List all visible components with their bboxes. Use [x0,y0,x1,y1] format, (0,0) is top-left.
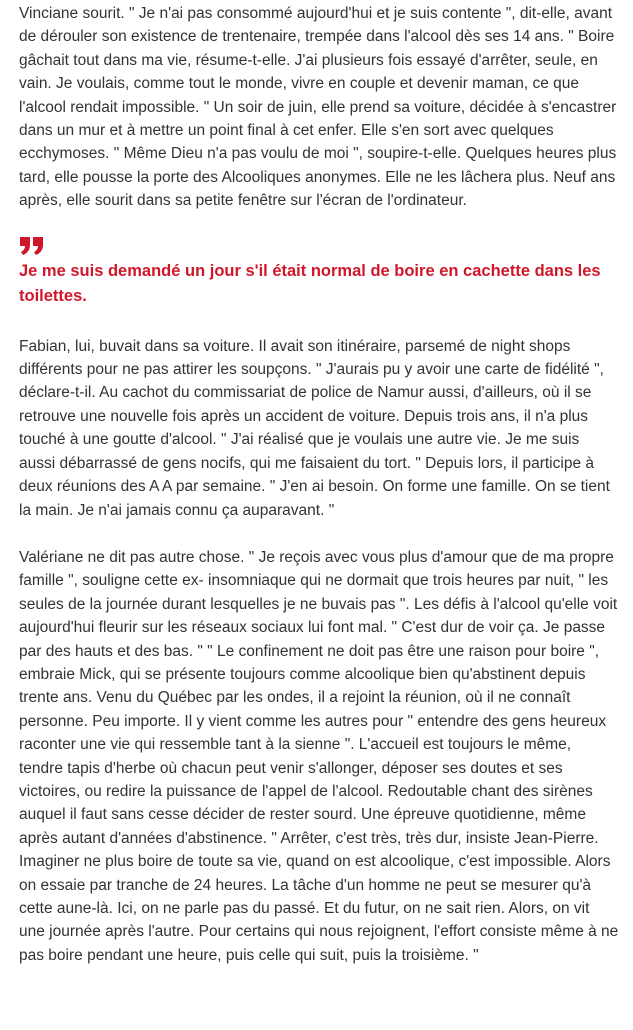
article-body [19,2,619,967]
article-paragraph: Vinciane sourit. " Je n'ai pas consommé aujourd'hui et je suis contente ", dit-elle, avant de dérouler son existence de trentenaire, trempée dans l'alcool dès ses 14 ans. " Boire gâchait tout dans ma vie, résume-t-elle. J'ai plusieurs fois essayé d'arrêter, seule, en vain. Je voulais, comme tout le monde, vivre en couple et devenir maman, ce que l'alcool rendait impossible. " Un soir de juin, elle prend sa voiture, décidée à s'encastrer dans un mur et à mettre un point final à cet enfer. Elle s'en sort avec quelques ecchymoses. " Même Dieu n'a pas voulu de moi ", soupire-t-elle. Quelques heures plus tard, elle pousse la porte des Alcooliques anonymes. Elle ne les lâchera plus. Neuf ans après, elle sourit dans sa petite fenêtre sur l'écran de l'ordinateur. [19,5,617,210]
article-paragraph: Fabian, lui, buvait dans sa voiture. Il avait son itinéraire, parsemé de night shops différents pour ne pas attirer les soupçons. " J'aurais pu y avoir une carte de fidélité ", déclare-t-il. Au cachot du commissariat de police de Namur aussi, d'ailleurs, où il se retrouve une nouvelle fois après un accident de voiture. Depuis trois ans, il n'a plus touché à une goutte d'alcool. " J'ai réalisé que je voulais une autre vie. Je me suis aussi débarrassé de gens nocifs, qui me faisaient du tort. " Depuis lors, il participe à deux réunions des A A par semaine. " J'en ai besoin. On forme une famille. On se tient la main. Je n'ai jamais connu ça auparavant. " [19,337,610,519]
pull-quote [19,237,619,309]
quote-mark-icon [19,237,45,255]
article-paragraph: Valériane ne dit pas autre chose. " Je reçois avec vous plus d'amour que de ma propre famille ", souligne cette ex- insomniaque qui ne dormait que trois heures par nuit, " les seules de la journée durant lesquelles je ne buvais pas ". Les défis à l'alcool qu'elle voit aujourd'hui fleurir sur les réseaux sociaux lui font mal. " C'est dur de voir ça. Je passe par des hauts et des bas. " " Le confinement ne doit pas être une raison pour boire ", embraie Mick, qui se présente toujours comme alcoolique bien qu'abstinent depuis trente ans. Venu du Québec par les ondes, il a rejoint la réunion, où il ne connaît personne. Peu importe. Il y vient comme les autres pour " entendre des gens heureux raconter une vie qui ressemble tant à la sienne ". L'accueil est toujours le même, tendre tapis d'herbe où chacun peut venir s'allonger, déposer ses doutes et ses victoires, ou redire la puissance de l'appel de l'alcool. Redoutable chant des sirènes auquel il faut sans cesse décider de rester sourd. Une épreuve quotidienne, même après autant d'années d'abstinence. " Arrêter, c'est très, très dur, insiste Jean-Pierre. Imaginer ne plus boire de toute sa vie, quand on est alcoolique, c'est impossible. Alors on essaie par tranche de 24 heures. La tâche d'un homme ne peut se mesurer qu'à cette aune-là. Ici, on ne parle pas du passé. Et du futur, on ne sait rien. Alors, on vit une journée après l'autre. Pour certains qui nous rejoignent, l'effort consiste même à ne pas boire pendant une heure, puis celle qui suit, puis la troisième. " [19,548,619,964]
pull-quote-text: Je me suis demandé un jour s'il était normal de boire en cachette dans les toilettes. [19,261,601,305]
